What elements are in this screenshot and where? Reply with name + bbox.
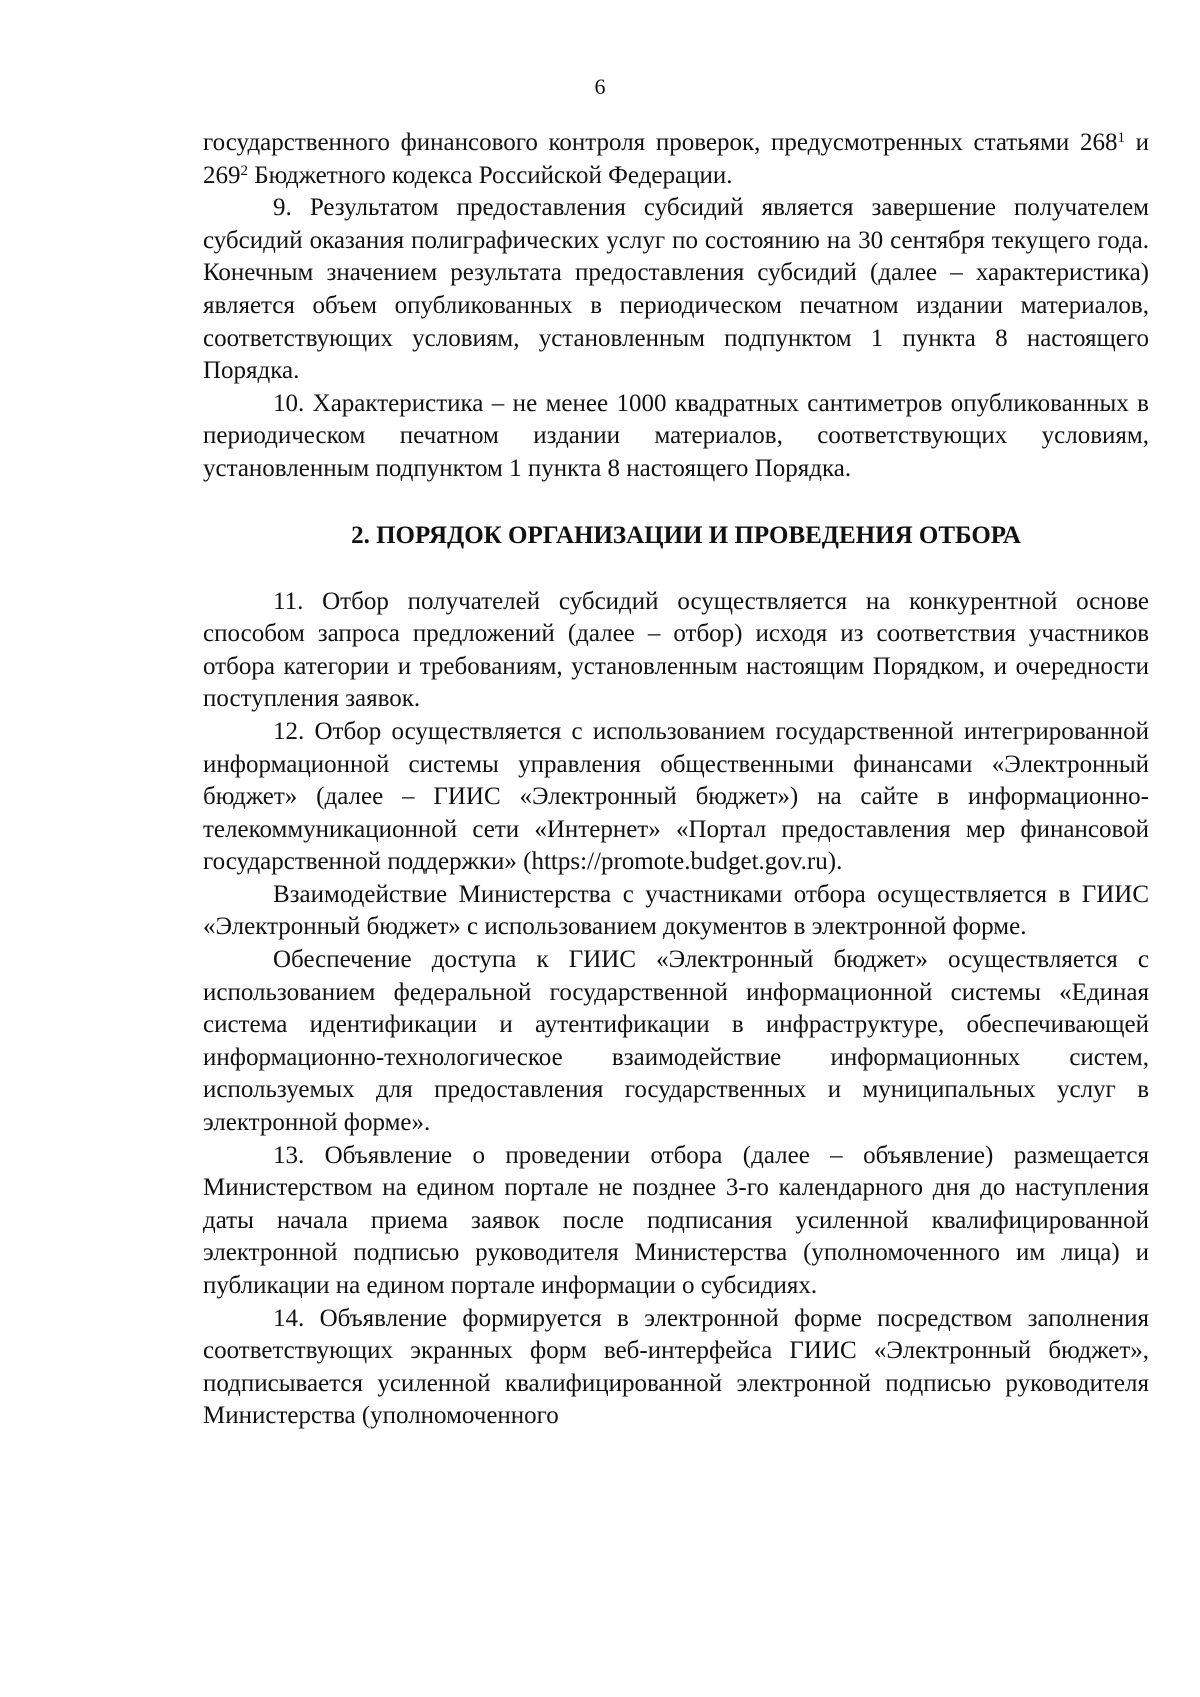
intro-text-b: Бюджетного кодекса Российской Федерации. — [248, 161, 733, 189]
paragraph-access: Обеспечение доступа к ГИИС «Электронный бюджет» осуществляется с использованием федеральной государственной информационной системы «Единая система идентификации и аутентификации в инфраструктуре, обеспечивающей информационно-технологическое взаимодействие информационных систем, используемых для предоставления государственных и муниципальных услуг в электронной форме». — [203, 946, 1149, 1137]
intro-text-mid: и 269 — [203, 129, 1149, 189]
paragraph-14: 14. Объявление формируется в электронной форме посредством заполнения соответствующих экранных форм веб-интерфейса ГИИС «Электронный бюджет», подписывается усиленной квалифицированной электронной подписью руководителя Министерства (уполномоченного — [203, 1304, 1149, 1430]
paragraph-9: 9. Результатом предоставления субсидий является завершение получателем субсидий оказания полиграфических услуг по состоянию на 30 сентября текущего года. Конечным значением результата предоставления субсидий (далее – характеристика) является объем опубликованных в периодическом печатном издании материалов, соответствующих условиям, установленным подпунктом 1 пункта 8 настоящего Порядка. — [203, 194, 1149, 385]
document-body — [203, 127, 1149, 1433]
paragraph-11: 11. Отбор получателей субсидий осуществляется на конкурентной основе способом запроса предложений (далее – отбор) исходя из соответствия участников отбора категории и требованиям, установленным настоящим Порядком, и очередности поступления заявок. — [203, 587, 1149, 713]
intro-paragraph — [203, 127, 1149, 192]
paragraph-12: 12. Отбор осуществляется с использованием государственной интегрированной информационной системы управления общественными финансами «Электронный бюджет» (далее – ГИИС «Электронный бюджет») на сайте в информационно-телекоммуникационной сети «Интернет» «Портал предоставления мер финансовой государственной поддержки» (https://promote.budget.gov.ru). — [203, 717, 1149, 876]
section-heading: 2. ПОРЯДОК ОРГАНИЗАЦИИ И ПРОВЕДЕНИЯ ОТБОРА — [351, 521, 1021, 549]
page-number: 6 — [594, 74, 606, 99]
paragraph-interaction: Взаимодействие Министерства с участниками отбора осуществляется в ГИИС «Электронный бюджет» с использованием документов в электронной форме. — [203, 880, 1149, 941]
footnote-mark-2: 2 — [240, 162, 248, 179]
footnote-mark-1: 1 — [1117, 130, 1125, 146]
intro-text-a: государственного финансового контроля проверок, предусмотренных статьями 268 — [203, 129, 1118, 156]
paragraph-13: 13. Объявление о проведении отбора (далее – объявление) размещается Министерством на едином портале не позднее 3-го календарного дня до наступления даты начала приема заявок после подписания усиленной квалифицированной электронной подписью руководителя Министерства (уполномоченного им лица) и публикации на едином портале информации о субсидиях. — [203, 1141, 1149, 1299]
paragraph-10: 10. Характеристика – не менее 1000 квадратных сантиметров опубликованных в периодическом печатном издании материалов, соответствующих условиям, установленным подпунктом 1 пункта 8 настоящего Порядка. — [203, 389, 1149, 482]
